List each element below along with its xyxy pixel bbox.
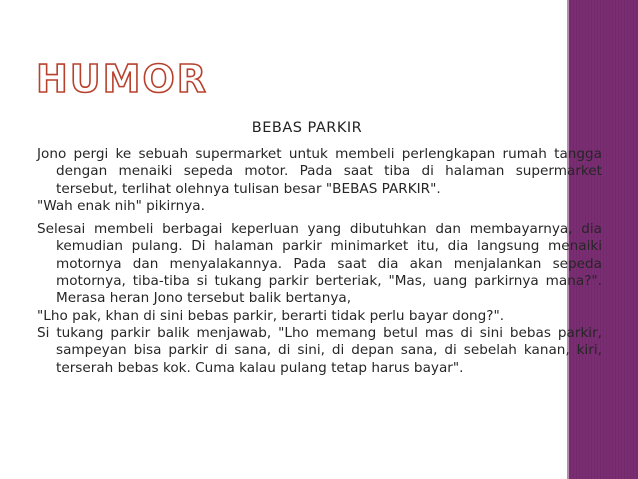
slide-title: HUMOR: [36, 57, 209, 101]
paragraph-2: [37, 221, 602, 377]
paragraph-1-line-1: Jono pergi ke sebuah supermarket untuk membeli perlengkapan rumah tangga dengan menaiki sepeda motor. Pada saat tiba di halaman supermarket tersebut, terlihat olehnya tulisan besar "BEBAS PARKIR".: [37, 146, 602, 197]
paragraph-2-line-1: Selesai membeli berbagai keperluan yang dibutuhkan dan membayarnya, dia kemudian pulang. Di halaman parkir minimarket itu, dia langsung menaiki motornya dan menyalakannya. Pada saat dia akan menjalankan sepeda motornya, tiba-tiba si tukang parkir berteriak, "Mas, uang parkirnya mana?". Merasa heran Jono tersebut balik bertanya,: [37, 221, 602, 307]
paragraph-1: [37, 146, 602, 215]
paragraph-1-line-2: "Wah enak nih" pikirnya.: [37, 197, 205, 214]
paragraph-2-line-3: Si tukang parkir balik menjawab, "Lho memang betul mas di sini bebas parkir, sampeyan bisa parkir di sana, di sini, di depan sana, di sebelah kanan, kiri, terserah bebas kok. Cuma kalau pulang tetap harus bayar".: [37, 324, 602, 376]
story-content: [37, 146, 602, 383]
story-heading: BEBAS PARKIR: [251, 120, 363, 136]
paragraph-2-line-2: "Lho pak, khan di sini bebas parkir, berarti tidak perlu bayar dong?".: [37, 307, 505, 324]
